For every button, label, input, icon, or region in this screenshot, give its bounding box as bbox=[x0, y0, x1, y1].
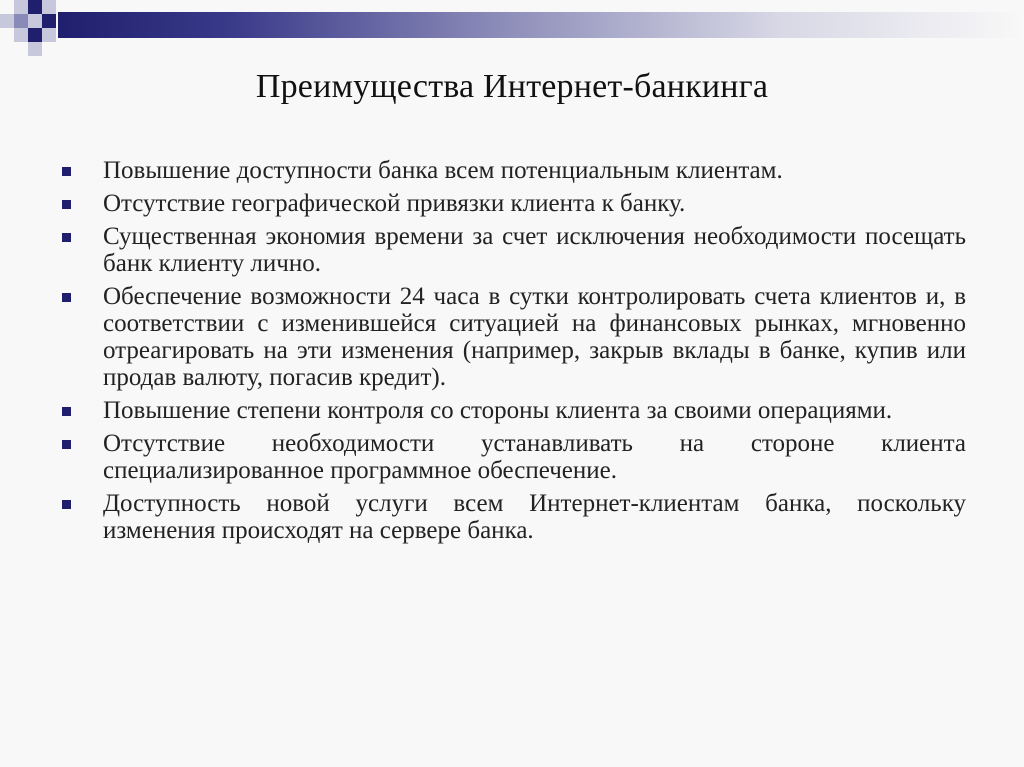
deco-square bbox=[42, 0, 56, 14]
deco-square bbox=[14, 28, 28, 42]
bullet-item bbox=[58, 490, 966, 544]
bullet-text: Отсутствие географической привязки клиента к банку. bbox=[103, 190, 686, 217]
bullet-text: Обеспечение возможности 24 часа в сутки контролировать счета клиентов и, в соответствии с изменившейся ситуацией на финансовых рынках, мгновенно отреагировать на эти изменения (например, закрыв вклады в банке, купив или продав валюту, погасив кредит). bbox=[103, 283, 966, 391]
bullet-item bbox=[58, 397, 966, 424]
deco-square bbox=[28, 28, 42, 42]
bullet-text: Доступность новой услуги всем Интернет-клиентам банка, поскольку изменения происходят на сервере банка. bbox=[103, 490, 966, 544]
bullet-text: Существенная экономия времени за счет исключения необходимости посещать банк клиенту лично. bbox=[103, 223, 966, 277]
square-bullet-icon bbox=[62, 233, 71, 242]
square-bullet-icon bbox=[62, 407, 71, 416]
header-decoration bbox=[0, 0, 1024, 60]
deco-square bbox=[14, 0, 28, 14]
deco-square bbox=[28, 42, 42, 56]
slide-title: Преимущества Интернет-банкинга bbox=[255, 68, 769, 105]
bullet-item bbox=[58, 430, 966, 484]
deco-square bbox=[14, 14, 28, 28]
bullet-item bbox=[58, 283, 966, 391]
square-bullet-icon bbox=[62, 500, 71, 509]
header-gradient-bar bbox=[58, 12, 1024, 38]
deco-square bbox=[42, 14, 56, 28]
bullet-text: Повышение доступности банка всем потенциальным клиентам. bbox=[103, 157, 783, 184]
bullet-item bbox=[58, 190, 966, 217]
square-bullet-icon bbox=[62, 440, 71, 449]
deco-square bbox=[28, 14, 42, 28]
deco-square bbox=[28, 0, 42, 14]
square-bullet-icon bbox=[62, 200, 71, 209]
bullet-text: Отсутствие необходимости устанавливать на стороне клиента специализированное программное обеспечение. bbox=[103, 430, 966, 484]
deco-square bbox=[0, 14, 14, 28]
bullet-item bbox=[58, 157, 966, 184]
bullet-text: Повышение степени контроля со стороны клиента за своими операциями. bbox=[103, 397, 893, 424]
bullet-list bbox=[58, 157, 966, 550]
square-bullet-icon bbox=[62, 167, 71, 176]
square-bullet-icon bbox=[62, 293, 71, 302]
deco-square bbox=[42, 28, 56, 42]
bullet-item bbox=[58, 223, 966, 277]
